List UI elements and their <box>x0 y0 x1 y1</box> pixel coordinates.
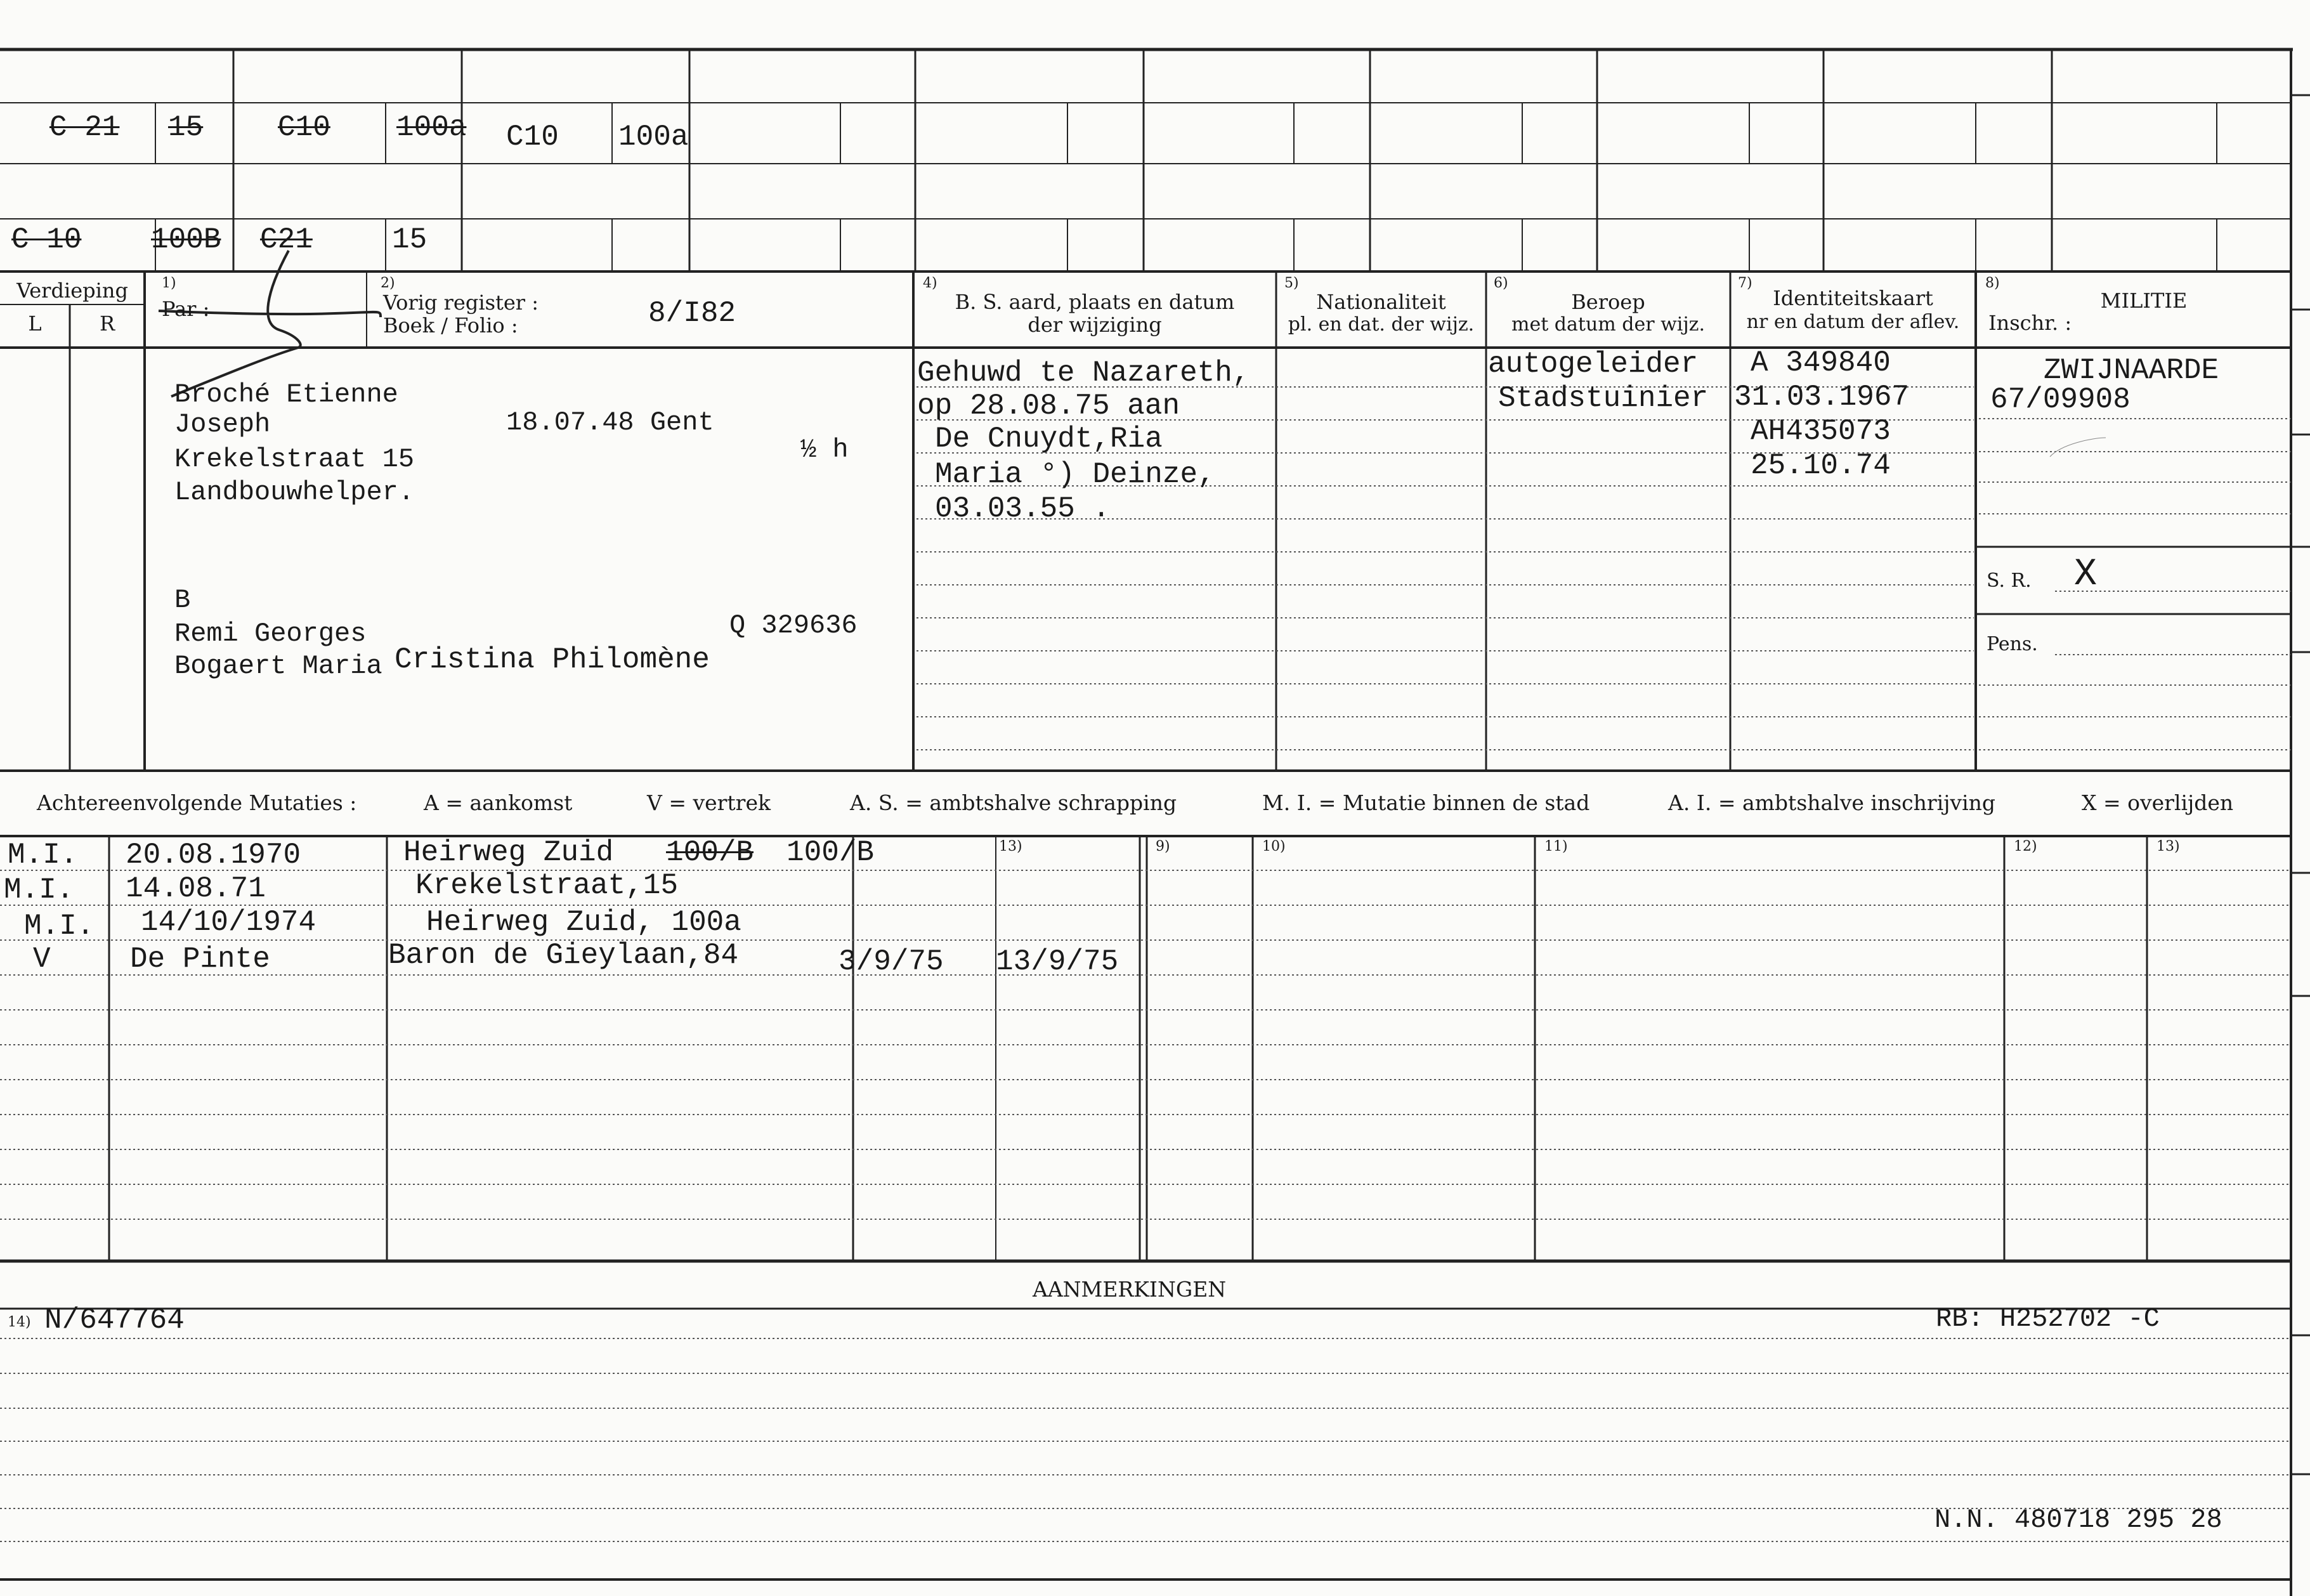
person-father: Remi Georges <box>174 618 367 649</box>
remarks-n-number: N/647764 <box>44 1304 185 1337</box>
idcard-3: AH435073 <box>1751 415 1891 448</box>
h7-number: 7) <box>1738 275 1752 291</box>
person-b: B <box>174 585 191 615</box>
mutation-1-address: Heirweg Zuid <box>403 836 614 869</box>
mut-col-13a: 13) <box>999 839 1022 854</box>
mutation-4-date-2: 13/9/75 <box>996 945 1119 978</box>
h5-number: 5) <box>1284 275 1299 291</box>
militie-sr-mark: X <box>2074 553 2098 596</box>
marriage-line-1: Gehuwd te Nazareth, <box>917 356 1250 389</box>
mutation-2-date: 14.08.71 <box>126 872 266 905</box>
legend-title: Achtereenvolgende Mutaties : <box>37 790 357 815</box>
person-mother-a: Bogaert Maria <box>174 651 382 681</box>
militie-number: 67/09908 <box>1990 383 2131 416</box>
h4-line2: der wijziging <box>1028 313 1162 337</box>
remarks-number: 14) <box>8 1314 31 1330</box>
person-name2: Joseph <box>174 409 271 440</box>
h5-line1: Nationaliteit <box>1316 290 1446 314</box>
mutation-1-addr-old: 100/B <box>666 836 754 869</box>
legend-a: A = aankomst <box>424 790 573 815</box>
marriage-line-3: De Cnuydt,Ria <box>935 422 1163 455</box>
old-code-c: C10 <box>278 111 330 144</box>
mutation-2-address: Krekelstraat,15 <box>415 869 679 902</box>
mut-col-13b: 13) <box>2157 839 2180 854</box>
mutation-4-address: Baron de Gieylaan,84 <box>388 939 739 972</box>
idcard-4-date: 25.10.74 <box>1751 449 1891 482</box>
mutation-4-date-1: 3/9/75 <box>839 945 944 978</box>
person-address: Krekelstraat 15 <box>174 444 415 474</box>
h4-line1: B. S. aard, plaats en datum <box>955 290 1235 314</box>
mutation-1-type: M.I. <box>8 839 78 872</box>
h5-line2: pl. en dat. der wijz. <box>1288 313 1475 336</box>
verdieping-label: Verdieping <box>16 278 128 303</box>
militie-pens-label: Pens. <box>1987 633 2038 655</box>
h6-line2: met datum der wijz. <box>1511 313 1705 336</box>
boek-folio-label: Boek / Folio : <box>383 313 518 337</box>
h6-number: 6) <box>1494 275 1508 291</box>
code-current-c: 15 <box>392 223 427 256</box>
mutation-4-date: De Pinte <box>130 943 270 976</box>
par-label: Par : <box>162 297 210 321</box>
marriage-line-4: Maria °) Deinze, <box>935 458 1215 491</box>
old-code-a: C 21 <box>49 111 120 144</box>
code-current-b: 100a <box>618 121 689 154</box>
mutation-1-date: 20.08.1970 <box>126 839 301 872</box>
idcard-2-date: 31.03.1967 <box>1734 381 1910 414</box>
mutation-2-type: M.I. <box>4 873 74 906</box>
person-id-q: Q 329636 <box>729 610 858 641</box>
mutation-3-address: Heirweg Zuid, 100a <box>426 906 741 939</box>
person-mother-b: Cristina Philomène <box>395 643 710 676</box>
col-l-label: L <box>28 311 42 336</box>
beroep-1: autogeleider <box>1488 348 1699 381</box>
old-code-e: C 10 <box>11 223 82 256</box>
marriage-line-5: 03.03.55 . <box>935 492 1111 525</box>
mut-col-12: 12) <box>2014 839 2037 854</box>
mutation-3-type: M.I. <box>24 910 95 943</box>
h8-number: 8) <box>1985 275 2000 291</box>
mutation-4-type: V <box>33 943 51 976</box>
mutation-1-addr-new: 100/B <box>786 836 875 869</box>
person-mark: ½ h <box>800 435 849 465</box>
code-current-a: C10 <box>506 121 559 154</box>
mut-col-9: 9) <box>1156 839 1170 854</box>
h7-line2: nr en datum der aflev. <box>1746 311 1960 333</box>
vorig-register-label: Vorig register : <box>383 291 539 315</box>
remarks-title: AANMERKINGEN <box>1033 1277 1227 1302</box>
militie-inschr-label: Inschr. : <box>1988 311 2072 335</box>
h4-number: 4) <box>923 275 937 291</box>
legend-x: X = overlijden <box>2082 790 2234 815</box>
old-code-g: C21 <box>260 223 313 256</box>
mut-col-10: 10) <box>1262 839 1286 854</box>
person-occupation: Landbouwhelper. <box>174 477 415 507</box>
boek-folio-value: 8/I82 <box>648 297 736 330</box>
legend-v: V = vertrek <box>647 790 771 815</box>
legend-as: A. S. = ambtshalve schrapping <box>850 790 1177 815</box>
militie-title: MILITIE <box>2100 289 2188 313</box>
person-birth: 18.07.48 Gent <box>506 407 714 438</box>
h6-line1: Beroep <box>1571 290 1645 314</box>
old-code-b: 15 <box>168 111 204 144</box>
mut-col-11: 11) <box>1544 839 1568 854</box>
par-number: 1) <box>162 275 176 291</box>
person-name: Broché Etienne <box>174 379 398 410</box>
mutation-3-date: 14/10/1974 <box>141 906 316 939</box>
col-r-label: R <box>99 311 115 336</box>
remarks-nn: N.N. 480718 295 28 <box>1935 1505 2222 1535</box>
h7-line1: Identiteitskaart <box>1773 286 1933 310</box>
old-code-d: 100a <box>396 111 467 144</box>
militie-sr-label: S. R. <box>1987 570 2032 592</box>
legend-ai: A. I. = ambtshalve inschrijving <box>1668 790 1996 815</box>
legend-mi: M. I. = Mutatie binnen de stad <box>1262 790 1590 815</box>
beroep-2: Stadstuinier <box>1498 382 1709 415</box>
old-code-f: 100B <box>151 223 221 256</box>
marriage-line-2: op 28.08.75 aan <box>917 389 1180 422</box>
idcard-1: A 349840 <box>1751 346 1891 379</box>
remarks-rb: RB: H252702 -C <box>1936 1304 2160 1334</box>
vorig-number: 2) <box>381 275 395 291</box>
militie-place: ZWIJNAARDE <box>2044 354 2219 387</box>
